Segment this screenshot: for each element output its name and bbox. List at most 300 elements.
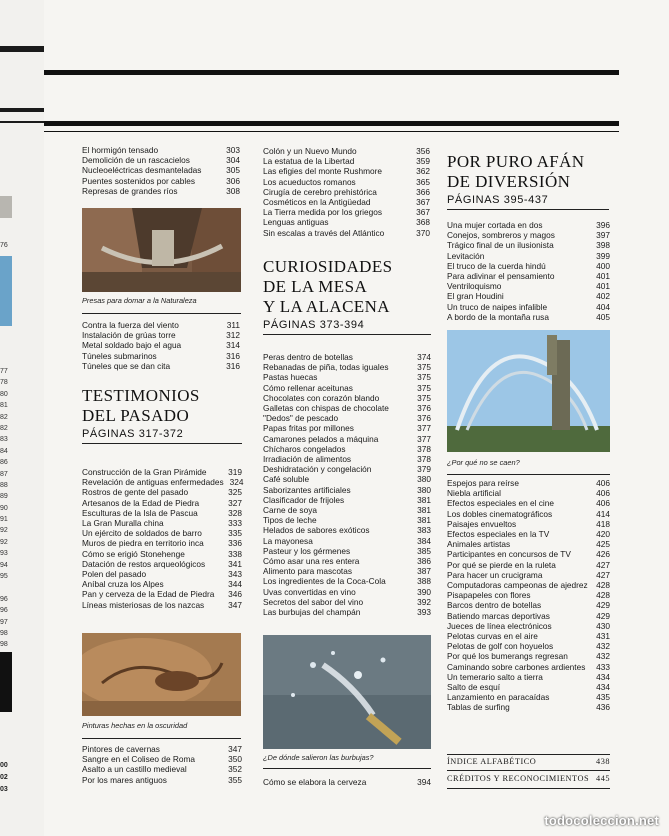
prev-page-rule: [0, 121, 44, 123]
toc-entry[interactable]: [82, 165, 240, 175]
toc-entry[interactable]: [447, 261, 610, 271]
entry-page: 316: [226, 350, 240, 361]
toc-entry[interactable]: [263, 403, 431, 413]
toc-entry[interactable]: [82, 508, 242, 518]
toc-entry[interactable]: [447, 519, 610, 529]
toc-entry[interactable]: [447, 291, 610, 301]
toc-entry[interactable]: [263, 362, 431, 372]
entry-title: Tipos de leche: [263, 515, 317, 526]
prev-page-number: 02: [0, 774, 8, 781]
entry-title: Metal soldado bajo el agua: [82, 340, 182, 351]
prev-page-number: 98: [0, 641, 8, 649]
entry-page: 427: [596, 559, 610, 570]
prev-page-photo: [0, 196, 12, 218]
entry-page: 418: [596, 518, 610, 529]
entry-title: Puentes sostenidos por cables: [82, 175, 196, 186]
toc-entry[interactable]: [263, 474, 431, 484]
entry-page: 378: [417, 443, 431, 454]
prev-page-number: 96: [0, 595, 8, 603]
section-pages: PÁGINAS 317-372: [82, 428, 242, 444]
dam-photo: [82, 208, 241, 292]
photo-caption: ¿De dónde salieron las burbujas?: [263, 753, 374, 762]
toc-entry[interactable]: [263, 495, 431, 505]
entry-page: 365: [416, 176, 430, 187]
entry-page: 433: [596, 661, 610, 672]
toc-entry[interactable]: [447, 478, 610, 488]
entry-page: 427: [596, 569, 610, 580]
toc-entry[interactable]: [447, 692, 610, 702]
toc-entry[interactable]: [263, 525, 431, 535]
entry-title: Demolición de un rascacielos: [82, 155, 190, 166]
photo-caption: Presas para domar a la Naturaleza: [82, 296, 197, 305]
toc-entry[interactable]: [82, 549, 242, 559]
toc-entry[interactable]: [447, 702, 610, 712]
entry-title: Esculturas de la Isla de Pascua: [82, 507, 198, 518]
toc-entry[interactable]: [263, 597, 431, 607]
entry-title: Camarones pelados a máquina: [263, 433, 379, 444]
toc-entry[interactable]: [263, 228, 430, 238]
toc-entry[interactable]: [263, 587, 431, 597]
toc-entry[interactable]: [82, 538, 242, 548]
entry-title: Chocolates con corazón blando: [263, 392, 380, 403]
entry-title: A bordo de la montaña rusa: [447, 311, 549, 322]
toc-entry[interactable]: [447, 682, 610, 692]
entry-page: 341: [228, 558, 242, 569]
entry-title: Pelotas curvas en el aire: [447, 631, 538, 642]
toc-entry[interactable]: [263, 352, 431, 362]
toc-entry[interactable]: [82, 559, 242, 569]
toc-entry[interactable]: [447, 570, 610, 580]
entry-page: 431: [596, 631, 610, 642]
toc-entry[interactable]: [447, 271, 610, 281]
entry-title: Deshidratación y congelación: [263, 464, 372, 475]
entry-title: ÍNDICE ALFABÉTICO: [447, 757, 537, 766]
separator: [447, 788, 610, 789]
toc-entry[interactable]: [82, 569, 242, 579]
entry-title: Cómo rellenar aceitunas: [263, 382, 353, 393]
toc-entry[interactable]: [263, 372, 431, 382]
entry-title: Asalto a un castillo medieval: [82, 764, 187, 775]
entry-page: 381: [417, 515, 431, 526]
entry-page: 367: [416, 207, 430, 218]
entry-title: Túneles que se dan cita: [82, 360, 171, 371]
entry-title: Por qué se pierde en la ruleta: [447, 559, 556, 570]
prev-page-number: 94: [0, 561, 8, 569]
entry-title: Helados de sabores exóticos: [263, 525, 370, 536]
entry-page: 359: [416, 156, 430, 167]
entry-title: Lenguas antiguas: [263, 217, 329, 228]
section-heading: TESTIMONIOS: [82, 386, 200, 405]
entry-title: Levitación: [447, 250, 485, 261]
entry-page: 388: [417, 576, 431, 587]
entry-title: Los ingredientes de la Coca-Cola: [263, 576, 386, 587]
prev-page-number: 91: [0, 516, 8, 524]
entry-title: Ventriloquismo: [447, 281, 502, 292]
separator: [82, 313, 241, 314]
entry-title: Pastas huecas: [263, 372, 318, 383]
prev-page-map-photo: [0, 256, 12, 326]
entry-page: 335: [228, 528, 242, 539]
toc-entry[interactable]: [82, 775, 242, 785]
champagne-photo: [263, 635, 431, 749]
entry-page: 379: [417, 464, 431, 475]
entry-page: 338: [228, 548, 242, 559]
toc-entry[interactable]: [263, 485, 431, 495]
entry-title: Rostros de gente del pasado: [82, 487, 189, 498]
entry-title: Barcos dentro de botellas: [447, 600, 542, 611]
entry-page: 390: [417, 586, 431, 597]
entry-page: 343: [228, 569, 242, 580]
toc-entry[interactable]: [263, 546, 431, 556]
separator: [447, 474, 610, 475]
toc-entry[interactable]: [263, 393, 431, 403]
toc-entry[interactable]: [447, 312, 610, 322]
prev-page-number: 90: [0, 504, 8, 512]
entry-title: CRÉDITOS Y RECONOCIMIENTOS: [447, 774, 590, 783]
toc-entry[interactable]: [263, 444, 431, 454]
entry-title: Batiendo marcas deportivas: [447, 610, 550, 621]
entry-title: El truco de la cuerda hindú: [447, 260, 546, 271]
toc-entry[interactable]: [263, 505, 431, 515]
toc-entry[interactable]: [447, 621, 610, 631]
toc-entry[interactable]: [82, 467, 242, 477]
entry-title: El gran Houdini: [447, 291, 504, 302]
toc-entry[interactable]: [82, 589, 242, 599]
entry-title: Alimento para mascotas: [263, 566, 353, 577]
entry-title: Cómo se erigió Stonehenge: [82, 548, 185, 559]
toc-entry[interactable]: [447, 251, 610, 261]
entry-title: Sin escalas a través del Atlántico: [263, 227, 385, 238]
entry-page: 352: [228, 764, 242, 775]
section-testimonios: [82, 386, 242, 444]
toc-entry[interactable]: [447, 220, 610, 230]
toc-entry[interactable]: [263, 434, 431, 444]
toc-entry[interactable]: [447, 662, 610, 672]
toc-entry[interactable]: [263, 383, 431, 393]
prev-page-number: 96: [0, 607, 8, 615]
entry-page: 374: [417, 352, 431, 362]
entry-title: Computadoras campeonas de ajedrez: [447, 580, 588, 591]
section-curiosidades: [263, 257, 431, 335]
toc-entry[interactable]: [447, 590, 610, 600]
toc-entry[interactable]: [263, 566, 431, 576]
list-testimonios-after: [82, 744, 242, 785]
prev-page-number: 82: [0, 413, 8, 421]
entry-page: 303: [226, 145, 240, 155]
entry-title: Sangre en el Coliseo de Roma: [82, 754, 195, 765]
entry-title: Galletas con chispas de chocolate: [263, 403, 389, 414]
entry-page: 401: [596, 271, 610, 282]
toc-entry[interactable]: [82, 518, 242, 528]
toc-entry[interactable]: [82, 528, 242, 538]
section-heading: DE DIVERSIÓN: [447, 172, 571, 191]
toc-entry[interactable]: [82, 320, 240, 330]
entry-title: Jueces de línea electrónicos: [447, 620, 552, 631]
prev-page-number: 77: [0, 368, 8, 375]
toc-entry[interactable]: [447, 240, 610, 250]
entry-title: Tablas de surfing: [447, 702, 510, 713]
entry-page: 381: [417, 494, 431, 505]
toc-entry[interactable]: [263, 197, 430, 207]
toc-entry[interactable]: [263, 556, 431, 566]
entry-title: Saborizantes artificiales: [263, 484, 351, 495]
entry-page: 304: [226, 155, 240, 166]
toc-entry[interactable]: [82, 744, 242, 754]
entry-title: El hormigón tensado: [82, 145, 159, 155]
entry-page: 399: [596, 250, 610, 261]
toc-entry[interactable]: [82, 340, 240, 350]
entry-page: 328: [228, 507, 242, 518]
entry-page: 362: [416, 166, 430, 177]
index-entry[interactable]: [447, 757, 610, 766]
toc-entry[interactable]: [447, 230, 610, 240]
prev-page-number: 89: [0, 493, 8, 501]
toc-entry[interactable]: [263, 607, 431, 617]
entry-page: 420: [596, 529, 610, 540]
section-heading: DE LA MESA: [263, 277, 368, 296]
toc-entry[interactable]: [263, 536, 431, 546]
section-heading: POR PURO AFÁN: [447, 152, 585, 171]
entry-page: 436: [596, 702, 610, 713]
toc-entry[interactable]: [447, 488, 610, 498]
prev-page-rule: [0, 46, 44, 52]
toc-entry[interactable]: [82, 764, 242, 774]
entry-page: 380: [417, 474, 431, 485]
prev-page-number: 97: [0, 618, 8, 626]
entry-title: Niebla artificial: [447, 488, 501, 499]
entry-page: 429: [596, 600, 610, 611]
entry-title: Artesanos de la Edad de Piedra: [82, 497, 200, 508]
entry-page: 380: [417, 484, 431, 495]
toc-entry[interactable]: [263, 177, 430, 187]
toc-entry[interactable]: [447, 302, 610, 312]
entry-title: Para hacer un crucigrama: [447, 569, 543, 580]
entry-page: 375: [417, 372, 431, 383]
toc-entry[interactable]: [82, 176, 240, 186]
toc-entry[interactable]: [263, 413, 431, 423]
entry-title: Líneas misteriosas de los nazcas: [82, 599, 205, 610]
toc-entry[interactable]: [263, 146, 430, 156]
toc-entry[interactable]: [263, 515, 431, 525]
toc-entry[interactable]: [263, 454, 431, 464]
toc-entry[interactable]: [447, 611, 610, 621]
toc-entry[interactable]: [447, 560, 610, 570]
toc-entry[interactable]: [82, 754, 242, 764]
entry-page: 432: [596, 641, 610, 652]
toc-entry[interactable]: [263, 423, 431, 433]
entry-page: 347: [228, 744, 242, 754]
toc-entry[interactable]: [447, 580, 610, 590]
entry-title: Salto de esquí: [447, 682, 501, 693]
entry-page: 312: [226, 330, 240, 341]
entry-title: Muros de piedra en territorio inca: [82, 538, 204, 549]
photo-caption: ¿Por qué no se caen?: [447, 458, 520, 467]
entry-page: 400: [596, 260, 610, 271]
entry-title: Caminando sobre carbones ardientes: [447, 661, 586, 672]
toc-entry[interactable]: [447, 539, 610, 549]
entry-title: Túneles submarinos: [82, 350, 157, 361]
entry-title: Clasificador de frijoles: [263, 494, 345, 505]
entry-page: 383: [417, 525, 431, 536]
toc-entry[interactable]: [82, 600, 242, 610]
entry-page: 311: [226, 320, 240, 330]
entry-title: Una mujer cortada en dos: [447, 220, 543, 230]
entry-title: Un truco de naipes infalible: [447, 301, 548, 312]
section-pages: PÁGINAS 373-394: [263, 319, 431, 335]
entry-title: Construcción de la Gran Pirámide: [82, 467, 207, 477]
entry-page: 381: [417, 505, 431, 516]
entry-page: 375: [417, 362, 431, 373]
entry-page: 392: [417, 596, 431, 607]
toc-entry[interactable]: [82, 145, 240, 155]
entry-page: 406: [596, 498, 610, 509]
toc-entry[interactable]: [82, 155, 240, 165]
entry-title: Instalación de grúas torre: [82, 330, 176, 341]
watermark: todocoleccion.net: [544, 813, 659, 828]
entry-page: 368: [416, 217, 430, 228]
header-rule: [44, 121, 619, 126]
prev-page-number: 95: [0, 573, 8, 581]
entry-page: 314: [226, 340, 240, 351]
toc-entry[interactable]: [447, 672, 610, 682]
entry-title: Participantes en concursos de TV: [447, 549, 571, 560]
toc-entry[interactable]: [263, 166, 430, 176]
entry-page: 377: [417, 433, 431, 444]
list-diversion-after: [447, 478, 610, 713]
prev-page-number: 86: [0, 459, 8, 467]
roller-coaster-photo: [447, 330, 610, 452]
entry-page: 434: [596, 682, 610, 693]
entry-page: 425: [596, 539, 610, 550]
toc-entry[interactable]: [447, 651, 610, 661]
entry-page: 398: [596, 240, 610, 251]
prev-page-number: 92: [0, 538, 8, 546]
toc-entry[interactable]: [447, 631, 610, 641]
cave-painting-photo: [82, 633, 241, 716]
entry-page: 432: [596, 651, 610, 662]
entry-page: 375: [417, 382, 431, 393]
entry-title: La Tierra medida por los griegos: [263, 207, 382, 218]
toc-entry[interactable]: [263, 156, 430, 166]
toc-entry[interactable]: [82, 579, 242, 589]
prev-page-number: 81: [0, 402, 8, 410]
toc-entry[interactable]: [263, 777, 431, 787]
toc-entry[interactable]: [447, 281, 610, 291]
entry-title: Café soluble: [263, 474, 310, 485]
entry-page: 367: [416, 197, 430, 208]
entry-page: 346: [228, 589, 242, 600]
credits-entry[interactable]: [447, 774, 610, 783]
entry-page: 385: [417, 545, 431, 556]
toc-entry[interactable]: [82, 498, 242, 508]
entry-page: 406: [596, 478, 610, 488]
entry-title: Las burbujas del champán: [263, 607, 361, 618]
toc-entry[interactable]: [82, 351, 240, 361]
entry-page: 402: [596, 291, 610, 302]
entry-title: Secretos del sabor del vino: [263, 596, 364, 607]
entry-page: 370: [416, 227, 430, 238]
entry-title: Cosméticos en la Antigüedad: [263, 197, 371, 208]
prev-page-number: 87: [0, 470, 8, 478]
entry-title: Por qué los bumerangs regresan: [447, 651, 568, 662]
list-curiosidades: [263, 352, 431, 617]
header-rule: [44, 70, 619, 75]
prev-page-number: 92: [0, 527, 8, 535]
entry-page: 428: [596, 590, 610, 601]
entry-title: Peras dentro de botellas: [263, 352, 353, 362]
toc-entry[interactable]: [263, 207, 430, 217]
toc-entry[interactable]: [447, 549, 610, 559]
entry-page: 308: [226, 185, 240, 196]
entry-title: Rebanadas de piña, todas iguales: [263, 362, 389, 373]
entry-title: Irradiación de alimentos: [263, 454, 352, 465]
entry-page: 430: [596, 620, 610, 631]
prev-page-number: 78: [0, 379, 8, 387]
entry-title: Por los mares antiguos: [82, 774, 167, 785]
entry-page: 445: [596, 774, 610, 783]
entry-title: Chícharos congelados: [263, 443, 346, 454]
prev-page-number: 80: [0, 390, 8, 398]
entry-title: Lanzamiento en paracaídas: [447, 692, 550, 703]
separator: [447, 770, 610, 771]
toc-entry[interactable]: [263, 187, 430, 197]
toc-entry[interactable]: [447, 641, 610, 651]
entry-page: 438: [596, 757, 610, 766]
entry-title: Pelotas de golf con hoyuelos: [447, 641, 554, 652]
toc-entry[interactable]: [263, 464, 431, 474]
prev-page-number: 93: [0, 550, 8, 558]
toc-entry[interactable]: [82, 186, 240, 196]
toc-entry[interactable]: [447, 509, 610, 519]
toc-entry[interactable]: [263, 576, 431, 586]
toc-entry[interactable]: [82, 477, 242, 487]
entry-title: Carne de soya: [263, 505, 317, 516]
toc-entry[interactable]: [82, 487, 242, 497]
entry-page: 319: [228, 467, 242, 477]
entry-title: Datación de restos arqueológicos: [82, 558, 206, 569]
entry-page: 376: [417, 413, 431, 424]
toc-entry[interactable]: [447, 600, 610, 610]
toc-entry[interactable]: [447, 529, 610, 539]
entry-title: Cómo asar una res entera: [263, 556, 360, 567]
entry-title: Un ejército de soldados de barro: [82, 528, 202, 539]
toc-entry[interactable]: [447, 498, 610, 508]
entry-page: 426: [596, 549, 610, 560]
entry-title: Las efigies del monte Rushmore: [263, 166, 382, 177]
toc-entry[interactable]: [82, 330, 240, 340]
entry-title: Aníbal cruza los Alpes: [82, 579, 164, 590]
entry-page: 327: [228, 497, 242, 508]
entry-title: Para adivinar el pensamiento: [447, 271, 555, 282]
section-heading: Y LA ALACENA: [263, 297, 390, 316]
entry-page: 429: [596, 610, 610, 621]
entry-title: "Dedos" de pescado: [263, 413, 339, 424]
entry-page: 397: [596, 230, 610, 241]
entry-page: 401: [596, 281, 610, 292]
toc-entry[interactable]: [263, 217, 430, 227]
entry-page: 356: [416, 146, 430, 156]
entry-page: 336: [228, 538, 242, 549]
entry-page: 387: [417, 566, 431, 577]
entry-page: 435: [596, 692, 610, 703]
entry-title: Contra la fuerza del viento: [82, 320, 179, 330]
toc-entry[interactable]: [82, 361, 240, 371]
entry-page: 428: [596, 580, 610, 591]
entry-title: Espejos para reírse: [447, 478, 519, 488]
prev-page-number: [0, 582, 14, 593]
prev-page-number: 84: [0, 447, 8, 455]
list-left-mid: [82, 320, 240, 371]
